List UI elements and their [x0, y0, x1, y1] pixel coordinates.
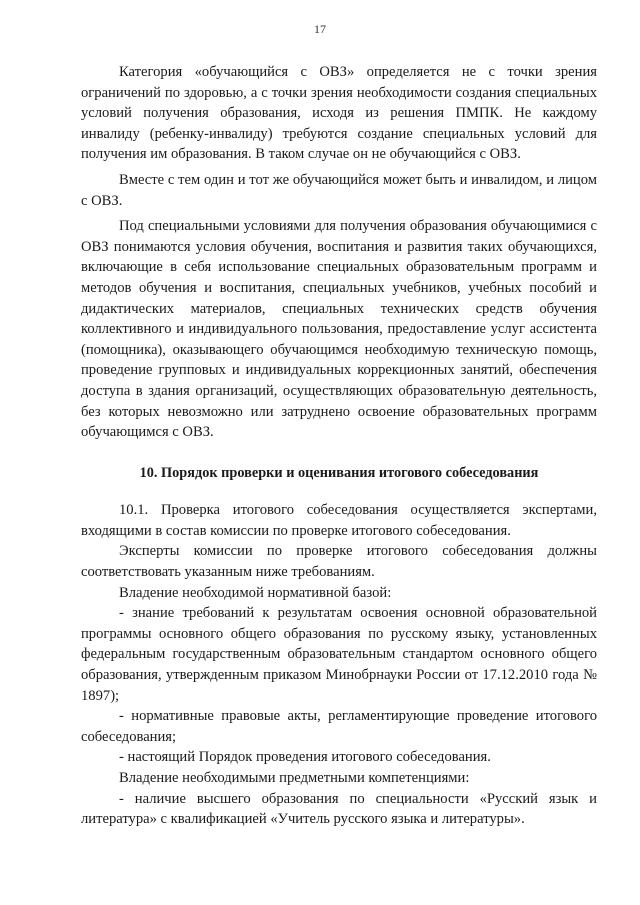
list-item-fgos-requirements: - знание требований к результатам освоения основной образовательной программы основного общего образования по русскому языку, установленных федеральным государственным образовательным стандартом основного общего образования, утвержденным приказом Минобрнауки России от 17.12.2010 года № 1897); [81, 605, 597, 704]
paragraph-special-conditions: Под специальными условиями для получения образования обучающимися с ОВЗ понимаются условия обучения, воспитания и развития таких обучающихся, включающие в себя использование специальных образовательным программ и методов обучения и воспитания, специальных учебников, учебных пособий и дидактических материалов, специальных технических средств обучения коллективного и индивидуального пользования, предоставление услуг ассистента (помощника), оказывающего обучающимся необходимую техническую помощь, проведение групповых и индивидуальных коррекционных занятий, обеспечения доступа в здания организаций, осуществляющих образовательную деятельность, без которых невозможно или затруднено освоение образовательных программ обучающимся с ОВЗ. [81, 218, 597, 441]
list-item-this-procedure: - настоящий Порядок проведения итогового собеседования. [119, 749, 491, 766]
paragraph-normative-base: Владение необходимой нормативной базой: [119, 584, 392, 601]
list-item-higher-education: - наличие высшего образования по специальности «Русский язык и литература» с квалификацией «Учитель русского языка и литературы». [81, 790, 597, 828]
section-heading: 10. Порядок проверки и оценивания итогового собеседования [139, 464, 539, 481]
document-body [81, 62, 597, 830]
paragraph-subject-competencies: Владение необходимыми предметными компетенциями: [119, 770, 470, 786]
paragraph-10-1: 10.1. Проверка итогового собеседования осуществляется экспертами, входящими в состав комиссии по проверке итогового собеседования. [81, 502, 597, 539]
list-item-legal-acts: - нормативные правовые акты, регламентирующие проведение итогового собеседования; [81, 708, 597, 745]
page-number: 17 [314, 22, 326, 36]
paragraph-invalid-and-ovz: Вместе с тем один и тот же обучающийся может быть и инвалидом, и лицом с ОВЗ. [81, 171, 597, 209]
paragraph-experts-requirements: Эксперты комиссии по проверке итогового собеседования должны соответствовать указанным ниже требованиям. [81, 543, 597, 581]
paragraph-ovz-category: Категория «обучающийся с ОВЗ» определяется не с точки зрения ограничений по здоровью, а с точки зрения необходимости создания специальных условий получения образования, исходя из решения ПМПК. Не каждому инвалиду (ребенку-инвалиду) требуются создание специальных условий для получения им образования. В таком случае он не обучающийся с ОВЗ. [81, 64, 597, 163]
